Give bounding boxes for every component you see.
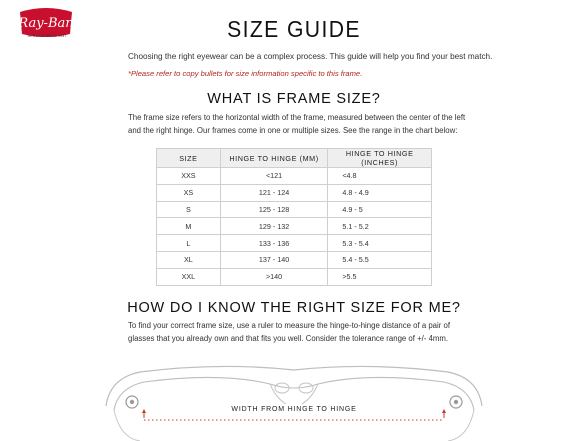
size-table [156, 148, 432, 286]
mm-cell: 137 - 140 [220, 251, 328, 268]
right-size-text: To find your correct frame size, use a ruler to measure the hinge-to-hinge distance of a pair of glasses that you already own and that fits you well. Consider the tolerance range of +/- 4mm. [128, 321, 451, 343]
inches-cell: 5.1 - 5.2 [328, 218, 432, 235]
mm-cell: 125 - 128 [220, 201, 328, 218]
intro-text: Choosing the right eyewear can be a complex process. This guide will help you find your best match. [128, 52, 493, 61]
inches-cell: 5.3 - 5.4 [328, 235, 432, 252]
table-header-row [157, 149, 432, 168]
mm-cell: 121 - 124 [220, 184, 328, 201]
frame-size-heading: WHAT IS FRAME SIZE? [207, 91, 381, 107]
table-row [157, 168, 432, 185]
header-inches: HINGE TO HINGE (INCHES) [328, 149, 432, 168]
mm-cell: >140 [220, 268, 328, 285]
size-cell: XS [157, 184, 221, 201]
table-row [157, 251, 432, 268]
header-mm: HINGE TO HINGE (MM) [220, 149, 328, 168]
inches-cell: >5.5 [328, 268, 432, 285]
logo-wordmark: Ray-Ban [18, 16, 74, 31]
frame-size-text: The frame size refers to the horizontal width of the frame, measured between the center of the left and the right hinge. Our frames come in one or multiple sizes. See the range in the chart below: [128, 113, 466, 135]
hinge-width-label: WIDTH FROM HINGE TO HINGE [231, 406, 357, 413]
right-size-heading: HOW DO I KNOW THE RIGHT SIZE FOR ME? [127, 300, 461, 316]
logo-tagline: GENUINE SINCE 1937 [27, 34, 67, 38]
size-cell: XXL [157, 268, 221, 285]
table-row [157, 218, 432, 235]
mm-cell: 129 - 132 [220, 218, 328, 235]
inches-cell: 4.8 - 4.9 [328, 184, 432, 201]
mm-cell: <121 [220, 168, 328, 185]
table-row [157, 268, 432, 285]
size-cell: S [157, 201, 221, 218]
table-row [157, 235, 432, 252]
inches-cell: <4.8 [328, 168, 432, 185]
glasses-frame-diagram [100, 358, 488, 441]
header-size: SIZE [157, 149, 221, 168]
size-cell: L [157, 235, 221, 252]
size-cell: XXS [157, 168, 221, 185]
mm-cell: 133 - 136 [220, 235, 328, 252]
size-note: *Please refer to copy bullets for size information specific to this frame. [128, 69, 363, 78]
page-title: SIZE GUIDE [227, 16, 361, 42]
inches-cell: 5.4 - 5.5 [328, 251, 432, 268]
inches-cell: 4.9 - 5 [328, 201, 432, 218]
table-row [157, 184, 432, 201]
table-row [157, 201, 432, 218]
size-cell: M [157, 218, 221, 235]
size-cell: XL [157, 251, 221, 268]
